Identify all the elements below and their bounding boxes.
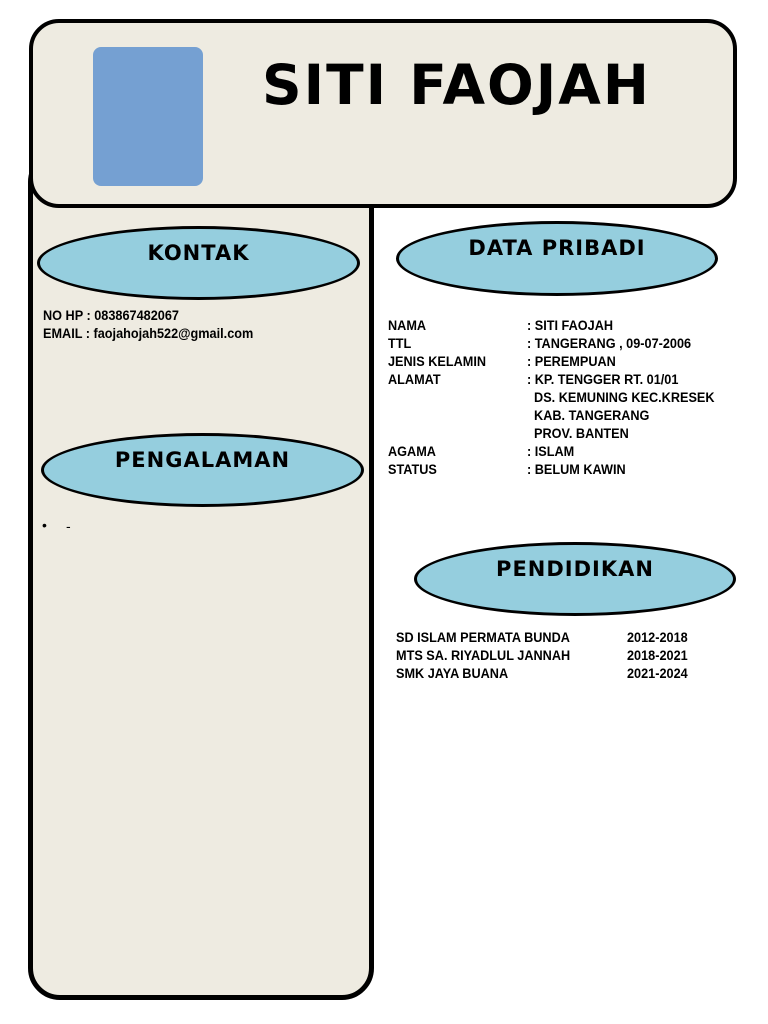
data-value-alamat-line-3: KAB. TANGERANG	[527, 408, 650, 423]
data-value-alamat: : KP. TENGGER RT. 01/01	[527, 372, 679, 387]
education-years: 2012-2018	[627, 630, 688, 645]
bullet-icon: •	[42, 517, 47, 533]
contact-email: EMAIL : faojahojah522@gmail.com	[43, 326, 254, 341]
section-heading-kontak-label: KONTAK	[147, 241, 250, 265]
section-heading-data-pribadi	[396, 221, 718, 296]
data-label-jenis-kelamin: JENIS KELAMIN	[388, 354, 487, 369]
education-years: 2021-2024	[627, 666, 688, 681]
section-heading-pendidikan	[414, 542, 736, 616]
data-value-status: : BELUM KAWIN	[527, 462, 626, 477]
education-years: 2018-2021	[627, 648, 688, 663]
data-label-nama: NAMA	[388, 318, 427, 333]
education-school: SD ISLAM PERMATA BUNDA	[396, 630, 570, 645]
education-school: SMK JAYA BUANA	[396, 666, 509, 681]
experience-item: -	[66, 518, 71, 534]
data-value-ttl: : TANGERANG , 09-07-2006	[527, 336, 692, 351]
data-value-agama: : ISLAM	[527, 444, 575, 459]
data-value-nama: : SITI FAOJAH	[527, 318, 614, 333]
education-school: MTS SA. RIYADLUL JANNAH	[396, 648, 571, 663]
applicant-name: SITI FAOJAH	[262, 53, 651, 117]
data-label-status: STATUS	[388, 462, 437, 477]
profile-photo-placeholder	[93, 47, 203, 186]
section-heading-data-pribadi-label: DATA PRIBADI	[468, 236, 646, 260]
data-value-alamat-line-2: DS. KEMUNING KEC.KRESEK	[527, 390, 715, 405]
contact-info	[43, 307, 253, 343]
contact-phone: NO HP : 083867482067	[43, 308, 179, 323]
data-value-alamat-line-4: PROV. BANTEN	[527, 426, 629, 441]
section-heading-pendidikan-label: PENDIDIKAN	[496, 557, 654, 581]
data-label-alamat: ALAMAT	[388, 372, 441, 387]
data-label-agama: AGAMA	[388, 444, 436, 459]
data-label-ttl: TTL	[388, 336, 412, 351]
section-heading-kontak	[37, 226, 360, 300]
data-value-jenis-kelamin: : PEREMPUAN	[527, 354, 616, 369]
section-heading-pengalaman	[41, 433, 364, 507]
section-heading-pengalaman-label: PENGALAMAN	[114, 448, 291, 472]
